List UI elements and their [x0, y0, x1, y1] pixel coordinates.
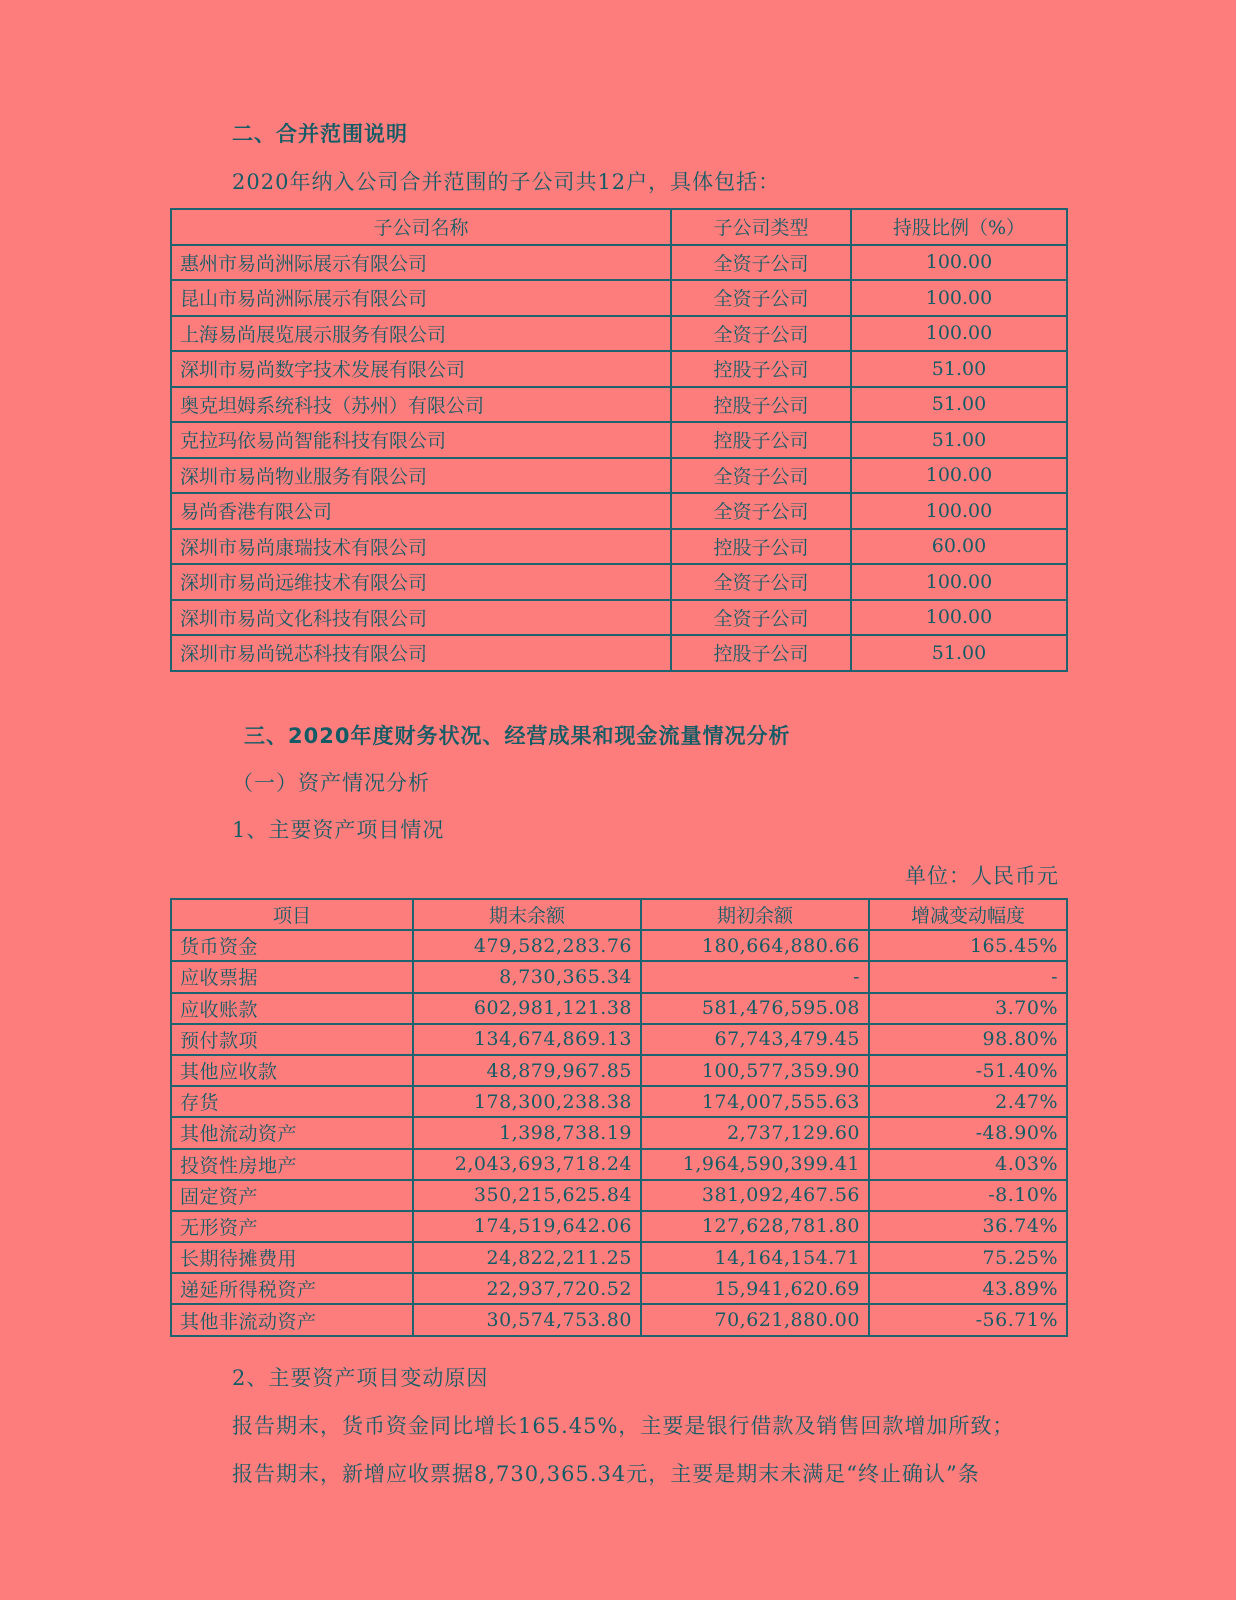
item-cell: 应收账款: [171, 993, 413, 1024]
change-rate-cell: 98.80%: [869, 1024, 1067, 1055]
subsidiary-type-cell: 控股子公司: [671, 529, 851, 565]
item-cell: 投资性房地产: [171, 1149, 413, 1180]
closing-balance-cell: 22,937,720.52: [413, 1273, 641, 1304]
closing-balance-cell: 1,398,738.19: [413, 1117, 641, 1148]
subsidiaries-table: [170, 208, 1068, 672]
subsidiary-name-cell: 深圳市易尚远维技术有限公司: [171, 564, 671, 600]
subsidiary-type-cell: 全资子公司: [671, 458, 851, 494]
closing-balance-cell: 2,043,693,718.24: [413, 1149, 641, 1180]
holding-ratio-cell: 100.00: [851, 458, 1067, 494]
holding-ratio-cell: 100.00: [851, 493, 1067, 529]
item-cell: 存货: [171, 1086, 413, 1117]
subsidiary-type-cell: 控股子公司: [671, 422, 851, 458]
table-row: [171, 316, 1067, 352]
item-2-title: 2、主要资产项目变动原因: [232, 1366, 489, 1390]
closing-balance-cell: 30,574,753.80: [413, 1304, 641, 1335]
holding-ratio-cell: 51.00: [851, 351, 1067, 387]
closing-balance-cell: 178,300,238.38: [413, 1086, 641, 1117]
paragraph-notes-receivable: 报告期末，新增应收票据8,730,365.34元，主要是期末未满足“终止确认”条: [232, 1462, 980, 1486]
table-row: [171, 1242, 1067, 1273]
table-row: [171, 993, 1067, 1024]
table-row: [171, 564, 1067, 600]
table-row: [171, 422, 1067, 458]
subsidiary-type-cell: 全资子公司: [671, 600, 851, 636]
closing-balance-cell: 8,730,365.34: [413, 961, 641, 992]
holding-ratio-cell: 100.00: [851, 245, 1067, 281]
table-row: [171, 635, 1067, 671]
change-rate-cell: 43.89%: [869, 1273, 1067, 1304]
holding-ratio-cell: 60.00: [851, 529, 1067, 565]
item-cell: 预付款项: [171, 1024, 413, 1055]
subsidiary-type-cell: 控股子公司: [671, 387, 851, 423]
closing-balance-cell: 174,519,642.06: [413, 1211, 641, 1242]
subsidiary-name-cell: 惠州市易尚洲际展示有限公司: [171, 245, 671, 281]
closing-balance-cell: 350,215,625.84: [413, 1180, 641, 1211]
table-row: [171, 930, 1067, 961]
header-opening-balance: 期初余额: [641, 899, 869, 930]
table-row: [171, 245, 1067, 281]
subsidiary-name-cell: 深圳市易尚物业服务有限公司: [171, 458, 671, 494]
table-row: [171, 529, 1067, 565]
subsidiary-name-cell: 深圳市易尚数字技术发展有限公司: [171, 351, 671, 387]
subsection-assets-title: （一）资产情况分析: [232, 771, 430, 795]
item-cell: 其他流动资产: [171, 1117, 413, 1148]
change-rate-cell: 165.45%: [869, 930, 1067, 961]
item-cell: 其他应收款: [171, 1055, 413, 1086]
subsidiary-type-cell: 控股子公司: [671, 351, 851, 387]
table-row: [171, 458, 1067, 494]
opening-balance-cell: 70,621,880.00: [641, 1304, 869, 1335]
holding-ratio-cell: 51.00: [851, 635, 1067, 671]
item-cell: 递延所得税资产: [171, 1273, 413, 1304]
unit-label: 单位：人民币元: [905, 864, 1059, 888]
item-cell: 固定资产: [171, 1180, 413, 1211]
opening-balance-cell: 100,577,359.90: [641, 1055, 869, 1086]
subsidiary-type-cell: 全资子公司: [671, 564, 851, 600]
subsidiary-type-cell: 全资子公司: [671, 493, 851, 529]
opening-balance-cell: 67,743,479.45: [641, 1024, 869, 1055]
holding-ratio-cell: 100.00: [851, 564, 1067, 600]
subsidiary-name-cell: 奥克坦姆系统科技（苏州）有限公司: [171, 387, 671, 423]
header-holding-ratio: 持股比例（%）: [851, 209, 1067, 245]
opening-balance-cell: -: [641, 961, 869, 992]
subsidiary-type-cell: 全资子公司: [671, 245, 851, 281]
item-cell: 货币资金: [171, 930, 413, 961]
table-row: [171, 493, 1067, 529]
opening-balance-cell: 180,664,880.66: [641, 930, 869, 961]
assets-table: [170, 898, 1068, 1337]
section-3-title: 三、2020年度财务状况、经营成果和现金流量情况分析: [244, 724, 791, 748]
subsidiary-name-cell: 深圳市易尚锐芯科技有限公司: [171, 635, 671, 671]
header-subsidiary-name: 子公司名称: [171, 209, 671, 245]
holding-ratio-cell: 100.00: [851, 280, 1067, 316]
opening-balance-cell: 174,007,555.63: [641, 1086, 869, 1117]
item-cell: 其他非流动资产: [171, 1304, 413, 1335]
subsidiary-name-cell: 深圳市易尚文化科技有限公司: [171, 600, 671, 636]
subsidiary-name-cell: 易尚香港有限公司: [171, 493, 671, 529]
change-rate-cell: 4.03%: [869, 1149, 1067, 1180]
table-row: [171, 280, 1067, 316]
item-cell: 长期待摊费用: [171, 1242, 413, 1273]
change-rate-cell: 2.47%: [869, 1086, 1067, 1117]
change-rate-cell: -48.90%: [869, 1117, 1067, 1148]
opening-balance-cell: 127,628,781.80: [641, 1211, 869, 1242]
table-row: [171, 1117, 1067, 1148]
item-cell: 无形资产: [171, 1211, 413, 1242]
header-change-rate: 增减变动幅度: [869, 899, 1067, 930]
table-row: [171, 387, 1067, 423]
table-row: [171, 1273, 1067, 1304]
item-1-title: 1、主要资产项目情况: [232, 818, 445, 842]
subsidiary-name-cell: 克拉玛依易尚智能科技有限公司: [171, 422, 671, 458]
subsidiary-name-cell: 上海易尚展览展示服务有限公司: [171, 316, 671, 352]
change-rate-cell: -8.10%: [869, 1180, 1067, 1211]
paragraph-cash: 报告期末，货币资金同比增长165.45%，主要是银行借款及销售回款增加所致；: [232, 1414, 1015, 1438]
table-row: [171, 961, 1067, 992]
opening-balance-cell: 1,964,590,399.41: [641, 1149, 869, 1180]
opening-balance-cell: 14,164,154.71: [641, 1242, 869, 1273]
change-rate-cell: -51.40%: [869, 1055, 1067, 1086]
header-closing-balance: 期末余额: [413, 899, 641, 930]
subsidiary-type-cell: 控股子公司: [671, 635, 851, 671]
holding-ratio-cell: 51.00: [851, 422, 1067, 458]
holding-ratio-cell: 100.00: [851, 316, 1067, 352]
opening-balance-cell: 15,941,620.69: [641, 1273, 869, 1304]
closing-balance-cell: 134,674,869.13: [413, 1024, 641, 1055]
section-2-intro: 2020年纳入公司合并范围的子公司共12户，具体包括：: [232, 170, 781, 194]
subsidiary-name-cell: 昆山市易尚洲际展示有限公司: [171, 280, 671, 316]
change-rate-cell: 75.25%: [869, 1242, 1067, 1273]
table-row: [171, 1211, 1067, 1242]
item-cell: 应收票据: [171, 961, 413, 992]
subsidiary-name-cell: 深圳市易尚康瑞技术有限公司: [171, 529, 671, 565]
closing-balance-cell: 48,879,967.85: [413, 1055, 641, 1086]
closing-balance-cell: 602,981,121.38: [413, 993, 641, 1024]
closing-balance-cell: 479,582,283.76: [413, 930, 641, 961]
table-row: [171, 1086, 1067, 1117]
section-2-title: 二、合并范围说明: [232, 122, 408, 146]
table-row: [171, 1149, 1067, 1180]
change-rate-cell: 36.74%: [869, 1211, 1067, 1242]
opening-balance-cell: 381,092,467.56: [641, 1180, 869, 1211]
closing-balance-cell: 24,822,211.25: [413, 1242, 641, 1273]
holding-ratio-cell: 51.00: [851, 387, 1067, 423]
table-row: [171, 1024, 1067, 1055]
table-row: [171, 351, 1067, 387]
opening-balance-cell: 2,737,129.60: [641, 1117, 869, 1148]
header-subsidiary-type: 子公司类型: [671, 209, 851, 245]
change-rate-cell: 3.70%: [869, 993, 1067, 1024]
holding-ratio-cell: 100.00: [851, 600, 1067, 636]
subsidiary-type-cell: 全资子公司: [671, 280, 851, 316]
table-row: [171, 1055, 1067, 1086]
table-row: [171, 600, 1067, 636]
table-row: [171, 1304, 1067, 1335]
table-row: [171, 1180, 1067, 1211]
subsidiary-type-cell: 全资子公司: [671, 316, 851, 352]
table-header-row: [171, 209, 1067, 245]
change-rate-cell: -56.71%: [869, 1304, 1067, 1335]
opening-balance-cell: 581,476,595.08: [641, 993, 869, 1024]
table-header-row: [171, 899, 1067, 930]
change-rate-cell: -: [869, 961, 1067, 992]
header-item: 项目: [171, 899, 413, 930]
